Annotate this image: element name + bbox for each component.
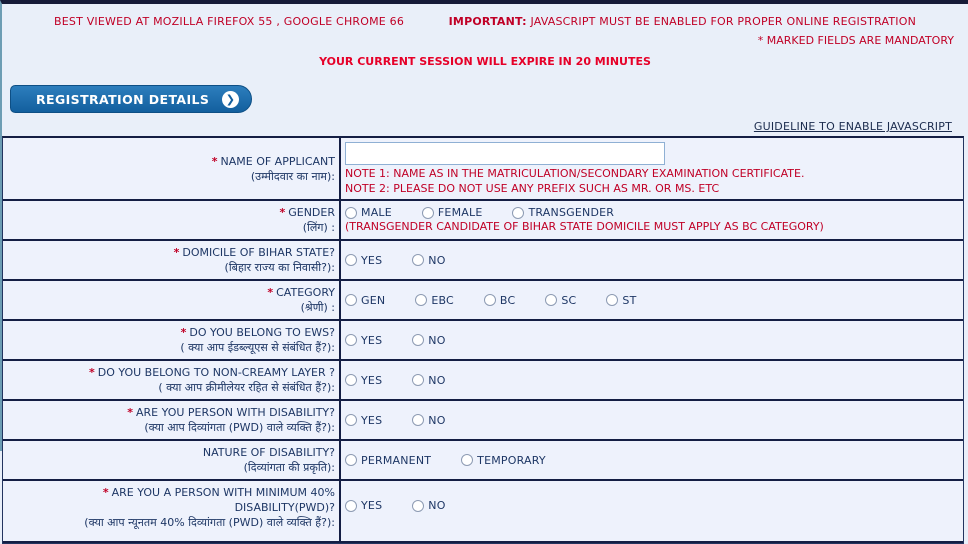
radio-icon[interactable] — [484, 294, 496, 306]
session-expiry-note: YOUR CURRENT SESSION WILL EXPIRE IN 20 MINUTES — [319, 55, 651, 68]
field-label-hindi: (लिंग) : — [302, 221, 335, 234]
field-label: * ARE YOU A PERSON WITH MINIMUM 40% DISABILITY(PWD)? — [102, 486, 335, 514]
registration-form-table — [2, 136, 964, 544]
radio-option-sc[interactable]: SC — [545, 293, 576, 308]
radio-icon[interactable] — [345, 294, 357, 306]
radio-option-yes[interactable]: YES — [345, 333, 382, 348]
radio-icon[interactable] — [345, 374, 357, 386]
radio-option-no[interactable]: NO — [412, 253, 445, 268]
row-non-creamy-layer — [3, 361, 963, 401]
radio-icon[interactable] — [422, 207, 434, 219]
radio-option-no[interactable]: NO — [412, 373, 445, 388]
radio-option-ebc[interactable]: EBC — [415, 293, 454, 308]
field-label: * GENDER — [279, 206, 335, 219]
field-label: * DO YOU BELONG TO EWS? — [180, 326, 335, 339]
radio-option-gen[interactable]: GEN — [345, 293, 385, 308]
guideline-javascript-link[interactable]: GUIDELINE TO ENABLE JAVASCRIPT — [753, 120, 952, 133]
radio-option-bc[interactable]: BC — [484, 293, 515, 308]
name-of-applicant-input[interactable] — [345, 142, 665, 165]
registration-details-button[interactable] — [10, 85, 252, 113]
field-label-hindi: (दिव्यांगता की प्रकृति): — [243, 461, 335, 474]
radio-icon[interactable] — [345, 414, 357, 426]
registration-details-label: REGISTRATION DETAILS — [36, 91, 210, 107]
pwd-radio-group — [345, 413, 959, 428]
ews-radio-group — [345, 333, 959, 348]
radio-option-yes[interactable]: YES — [345, 498, 382, 513]
name-note-2: NOTE 2: PLEASE DO NOT USE ANY PREFIX SUCH AS MR. OR MS. ETC — [345, 181, 720, 195]
transgender-note: (TRANSGENDER CANDIDATE OF BIHAR STATE DOMICILE MUST APPLY AS BC CATEGORY) — [345, 220, 824, 234]
radio-icon[interactable] — [606, 294, 618, 306]
domicile-radio-group — [345, 253, 959, 268]
row-gender — [3, 201, 963, 241]
name-note-1: NOTE 1: NAME AS IN THE MATRICULATION/SECONDARY EXAMINATION CERTIFICATE. — [345, 167, 805, 180]
radio-option-temporary[interactable]: TEMPORARY — [461, 453, 546, 468]
radio-icon[interactable] — [345, 254, 357, 266]
radio-option-yes[interactable]: YES — [345, 373, 382, 388]
radio-icon[interactable] — [545, 294, 557, 306]
header-notices — [2, 4, 968, 28]
row-category — [3, 281, 963, 321]
radio-option-female[interactable]: FEMALE — [422, 205, 483, 220]
mandatory-note: * MARKED FIELDS ARE MANDATORY — [757, 34, 954, 47]
field-label-hindi: ( क्या आप क्रीमीलेयर रहित से संबंधित हैं?): — [158, 381, 335, 394]
radio-icon[interactable] — [415, 294, 427, 306]
row-name-of-applicant — [3, 138, 963, 201]
category-radio-group — [345, 293, 959, 308]
ncl-radio-group — [345, 373, 959, 388]
field-label: * DOMICILE OF BIHAR STATE? — [173, 246, 335, 259]
field-label-hindi: (उम्मीदवार का नाम): — [250, 169, 335, 183]
field-label: * DO YOU BELONG TO NON-CREAMY LAYER ? — [88, 366, 335, 379]
radio-icon[interactable] — [345, 500, 357, 512]
field-label-hindi: (बिहार राज्य का निवासी?): — [224, 261, 335, 274]
gender-radio-group — [345, 205, 959, 220]
row-minimum-40-disability — [3, 481, 963, 543]
radio-option-st[interactable]: ST — [606, 293, 636, 308]
radio-icon[interactable] — [461, 454, 473, 466]
field-label-hindi: (क्या आप न्यूनतम 40% दिव्यांगता (PWD) वाले व्यक्ति हैं?): — [84, 516, 335, 529]
field-label-hindi: (क्या आप दिव्यांगता (PWD) वाले व्यक्ति हैं?): — [144, 421, 335, 434]
best-viewed-text: BEST VIEWED AT MOZILLA FIREFOX 55 , GOOGLE CHROME 66 — [54, 15, 405, 28]
field-label: * NAME OF APPLICANT — [211, 154, 335, 168]
row-ews — [3, 321, 963, 361]
radio-icon[interactable] — [412, 254, 424, 266]
radio-option-no[interactable]: NO — [412, 333, 445, 348]
radio-icon[interactable] — [412, 374, 424, 386]
radio-icon[interactable] — [345, 454, 357, 466]
field-label-hindi: (श्रेणी) : — [300, 301, 335, 314]
field-label: * CATEGORY — [267, 286, 335, 299]
radio-icon[interactable] — [412, 334, 424, 346]
nature-radio-group — [345, 453, 959, 468]
radio-option-yes[interactable]: YES — [345, 413, 382, 428]
field-label: * ARE YOU PERSON WITH DISABILITY? — [127, 406, 335, 419]
radio-icon[interactable] — [512, 207, 524, 219]
radio-option-no[interactable]: NO — [412, 498, 445, 513]
row-person-with-disability — [3, 401, 963, 441]
radio-option-transgender[interactable]: TRANSGENDER — [512, 205, 614, 220]
javascript-notice: IMPORTANT: JAVASCRIPT MUST BE ENABLED FOR PROPER ONLINE REGISTRATION — [448, 15, 916, 28]
arrow-right-icon: ❯ — [222, 91, 239, 108]
radio-option-yes[interactable]: YES — [345, 253, 382, 268]
important-label: IMPORTANT: — [448, 15, 527, 28]
row-domicile — [3, 241, 963, 281]
radio-icon[interactable] — [345, 207, 357, 219]
field-label-hindi: ( क्या आप ईडब्ल्यूएस से संबंधित हैं?): — [180, 341, 335, 354]
field-label: NATURE OF DISABILITY? — [202, 446, 335, 459]
min40-radio-group — [345, 498, 959, 513]
row-nature-of-disability — [3, 441, 963, 481]
radio-option-male[interactable]: MALE — [345, 205, 392, 220]
radio-icon[interactable] — [412, 500, 424, 512]
radio-icon[interactable] — [345, 334, 357, 346]
radio-option-permanent[interactable]: PERMANENT — [345, 453, 431, 468]
radio-icon[interactable] — [412, 414, 424, 426]
radio-option-no[interactable]: NO — [412, 413, 445, 428]
